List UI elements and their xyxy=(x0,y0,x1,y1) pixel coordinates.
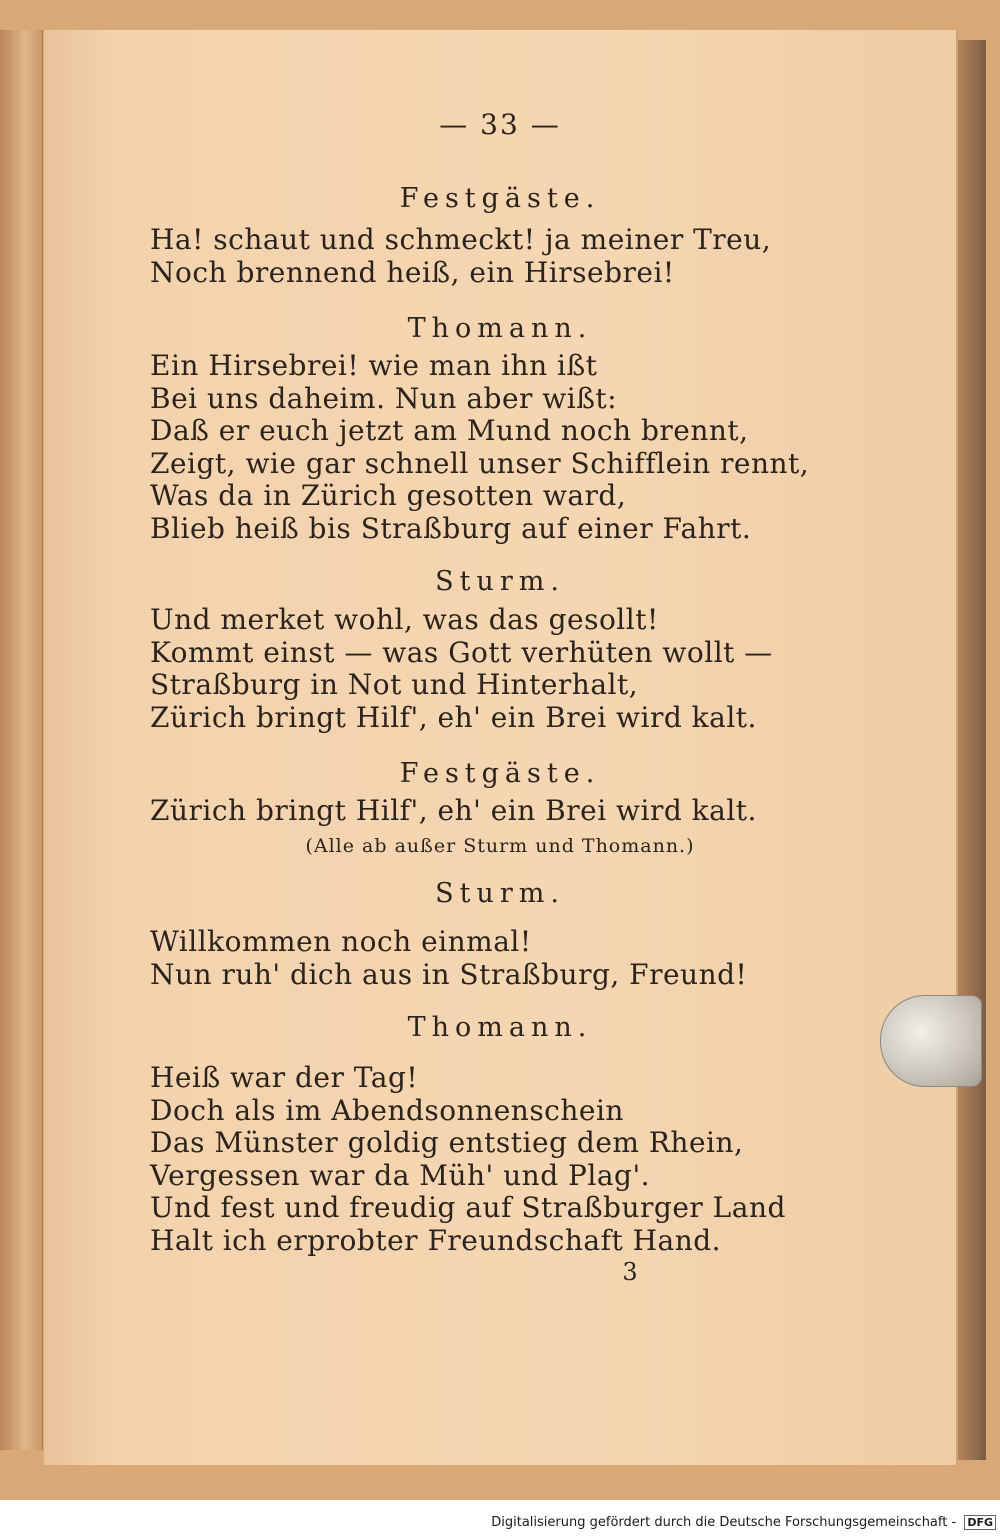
dfg-logo-icon: DFG xyxy=(964,1515,996,1530)
speaker-name: Sturm. xyxy=(435,878,565,909)
verse-line: Ha! schaut und schmeckt! ja meiner Treu, xyxy=(150,223,772,256)
verse-line: Zeigt, wie gar schnell unser Schifflein rennt, xyxy=(150,446,810,480)
verse-stanza xyxy=(150,604,773,734)
verse-line: Was da in Zürich gesotten ward, xyxy=(150,479,627,512)
speaker-name: Thomann. xyxy=(407,313,593,344)
signature-mark: 3 xyxy=(622,1258,638,1286)
verse-line: Kommt einst — was Gott verhüten wollt — xyxy=(150,635,773,669)
verse-line: Nun ruh' dich aus in Straßburg, Freund! xyxy=(150,957,748,991)
page-number-header: — 33 — xyxy=(439,108,561,141)
verse-line: Ein Hirsebrei! wie man ihn ißt xyxy=(150,349,598,382)
verse-line: Doch als im Abendsonnenschein xyxy=(150,1093,624,1127)
speaker-name: Festgäste. xyxy=(399,183,601,214)
verse-line: Und merket wohl, was das gesollt! xyxy=(150,603,659,636)
verse-stanza xyxy=(150,926,747,991)
verse-line: Zürich bringt Hilf', eh' ein Brei wird kalt. xyxy=(150,794,757,827)
verse-stanza xyxy=(150,1062,786,1257)
credit-text: Digitalisierung gefördert durch die Deutsche Forschungsgemeinschaft - xyxy=(491,1515,957,1530)
verse-line: Vergessen war da Müh' und Plag'. xyxy=(150,1158,651,1192)
verse-line: Bei uns daheim. Nun aber wißt: xyxy=(150,381,618,415)
verse-line: Halt ich erprobter Freundschaft Hand. xyxy=(150,1223,722,1257)
verse-line: Blieb heiß bis Straßburg auf einer Fahrt. xyxy=(150,511,752,545)
speaker-name: Thomann. xyxy=(407,1012,593,1043)
verse-line: Das Münster goldig entstieg dem Rhein, xyxy=(150,1126,744,1159)
verse-line: Und fest und freudig auf Straßburger Land xyxy=(150,1191,786,1224)
verse-stanza xyxy=(150,224,771,289)
digitization-credit xyxy=(491,1515,996,1530)
speaker-name: Sturm. xyxy=(435,566,565,597)
verse-line: Straßburg in Not und Hinterhalt, xyxy=(150,668,639,701)
verse-line: Daß er euch jetzt am Mund noch brennt, xyxy=(150,414,749,447)
verse-line: Noch brennend heiß, ein Hirsebrei! xyxy=(150,255,675,289)
verse-line: Zürich bringt Hilf', eh' ein Brei wird kalt. xyxy=(150,700,757,734)
speaker-name: Festgäste. xyxy=(399,758,601,789)
verse-stanza xyxy=(150,350,809,545)
verse-line: Willkommen noch einmal! xyxy=(150,925,532,958)
stage-direction: (Alle ab außer Sturm und Thomann.) xyxy=(305,835,695,857)
verse-stanza xyxy=(150,795,757,828)
verse-line: Heiß war der Tag! xyxy=(150,1061,419,1094)
